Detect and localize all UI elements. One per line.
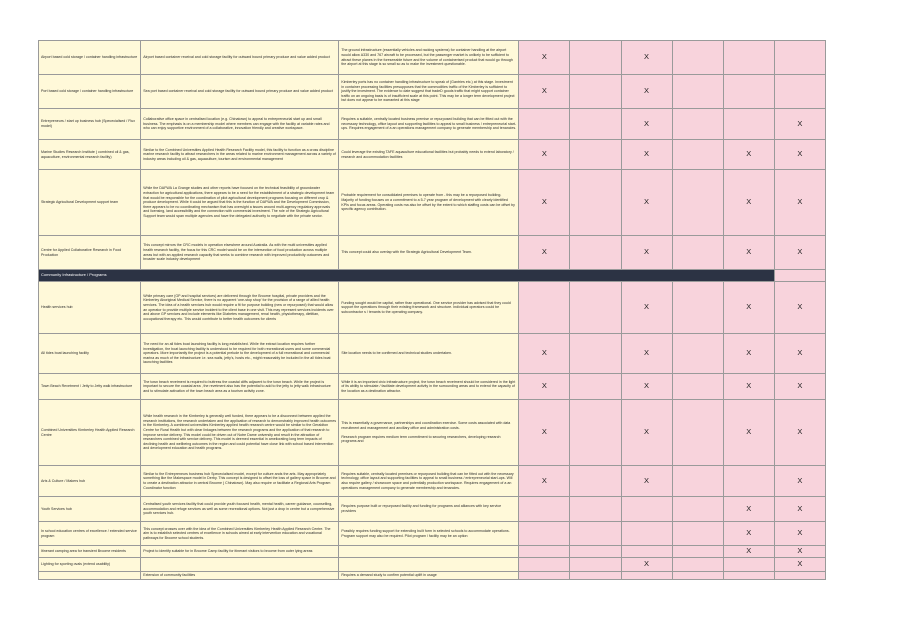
criteria-mark-cell (570, 75, 621, 109)
criteria-mark-cell (519, 282, 570, 334)
project-notes-cell: This is essentially a governance, partnerships and coordination exercise. Some costs associated with data recruitment and management and ancillary office and administration costs. Research program requires medium term commitment to securing researchers, developing research programs and (339, 400, 519, 466)
criteria-mark-cell (672, 374, 723, 400)
criteria-mark-cell (672, 170, 723, 236)
project-description-cell: The need for an all tides boat launching facility is long established. While the extract location requires further investigation, the boat launching facility is understood to be required for both recreational users and some commercial operators. More importantly the project is a potential prelude to the development of a full recreational and commercial marina as much of the infrastructure i.e. sea walls, jetty's, hosts etc., might reasonably be included in the all tides boat launching facilities (141, 334, 339, 374)
criteria-mark-cell: X (774, 522, 825, 546)
criteria-mark-cell (621, 497, 672, 522)
project-name-cell: Combined Universities Kimberley Health Applied Research Centre (39, 400, 141, 466)
table-row (39, 466, 826, 497)
criteria-mark-cell (570, 497, 621, 522)
criteria-mark-cell (774, 41, 825, 75)
criteria-mark-cell (570, 374, 621, 400)
table-row (39, 546, 826, 558)
criteria-mark-cell (570, 466, 621, 497)
project-notes-cell (339, 546, 519, 558)
criteria-mark-cell: X (519, 41, 570, 75)
criteria-mark-cell: X (621, 374, 672, 400)
criteria-mark-cell (570, 400, 621, 466)
criteria-mark-cell (672, 558, 723, 572)
project-notes-cell: The ground infrastructure (essentially vehicles and racking systems) for container handling at the airport would allow A330 and 767 aircraft to be processed, but the passenger market is unlikely to be sufficient to attract these planes in the foreseeable future and the volume of containerised product that would go through the airport at this stage is so small so as to make the investment questionable. (339, 41, 519, 75)
criteria-mark-cell (570, 572, 621, 580)
criteria-mark-cell (672, 497, 723, 522)
criteria-mark-cell: X (774, 236, 825, 270)
project-name-cell: Health services hub (39, 282, 141, 334)
criteria-mark-cell (570, 334, 621, 374)
project-notes-cell: This concept could also overlap with the Strategic Agricultural Development Team. (339, 236, 519, 270)
project-notes-cell: While it is an important civic infrastructure project, the town beach revetment should be considered in the light of its ability to stimulate / facilitate development activity in the surrounding areas and to extend the capacity of the location as a destination attractor. (339, 374, 519, 400)
criteria-mark-cell (672, 400, 723, 466)
criteria-mark-cell (672, 236, 723, 270)
criteria-mark-cell: X (723, 140, 774, 170)
criteria-mark-cell (519, 522, 570, 546)
criteria-mark-cell: X (621, 170, 672, 236)
project-description-cell: This concept mirrors the CRC models in operation elsewhere around Australia. As with the multi universities applied health research facility, the focus for this CRC model would be on the intersection of food production across multiple areas but with an applied research capacity that seeks to combine research with improved productivity outcomes and broader scale industry development (141, 236, 339, 270)
criteria-mark-cell (621, 522, 672, 546)
criteria-mark-cell (723, 558, 774, 572)
project-notes-cell: Probable requirement for consolidated premises to operate from - this may be a repurposed building. Majority of funding focuses on a commitment to a 5-7 year program of development with clearly identified KPIs and focus areas. Operating costs ma also be offset by the extent to which staffing costs can be offset by specific agency contribution. (339, 170, 519, 236)
criteria-mark-cell (570, 546, 621, 558)
criteria-mark-cell: X (519, 374, 570, 400)
criteria-mark-cell (519, 546, 570, 558)
project-name-cell: Strategic Agricultural Development support team (39, 170, 141, 236)
criteria-mark-cell: X (519, 466, 570, 497)
criteria-mark-cell: X (774, 334, 825, 374)
criteria-mark-cell: X (723, 522, 774, 546)
project-name-cell: Port based cold storage / container handling infrastructure (39, 75, 141, 109)
project-notes-cell: Funding sought would be capital, rather than operational. One service provider has advised that they could support the operations through their existing framework and structure. Individual operators could be subcontractor s / tenants to the operating company. (339, 282, 519, 334)
project-notes-cell: Could leverage the existing TAFE aquaculture educational facilities but probably needs to extend laboratory / research and accommodation facilities (339, 140, 519, 170)
criteria-mark-cell: X (519, 140, 570, 170)
table-row (39, 282, 826, 334)
criteria-mark-cell: X (723, 282, 774, 334)
project-description-cell: Project to identify suitable for in Broome Camp facility for itinerant visitors to broome from outer lying areas (141, 546, 339, 558)
criteria-mark-cell (519, 572, 570, 580)
criteria-mark-cell: X (723, 170, 774, 236)
criteria-mark-cell (570, 236, 621, 270)
criteria-mark-cell: X (519, 400, 570, 466)
project-notes-cell: Requires a demand study to confirm potential uplift in usage (339, 572, 519, 580)
project-name-cell: Youth Services hub (39, 497, 141, 522)
spreadsheet-table (38, 40, 826, 580)
table-row (39, 522, 826, 546)
criteria-mark-cell: X (621, 41, 672, 75)
table-row (39, 497, 826, 522)
criteria-mark-cell (672, 75, 723, 109)
criteria-mark-cell (570, 170, 621, 236)
criteria-mark-cell: X (621, 334, 672, 374)
project-name-cell: Marine Studies Research Institute ( combined oil & gas, aquaculture, environmental research facility) (39, 140, 141, 170)
table-row (39, 236, 826, 270)
criteria-mark-cell: X (774, 109, 825, 140)
criteria-mark-cell: X (774, 558, 825, 572)
criteria-mark-cell (519, 558, 570, 572)
criteria-mark-cell (774, 572, 825, 580)
project-description-cell (141, 558, 339, 572)
criteria-mark-cell: X (723, 334, 774, 374)
project-notes-cell: Requires purpose built or repurposed facility and funding for programs and alliances with key service providers (339, 497, 519, 522)
criteria-mark-cell (672, 41, 723, 75)
criteria-mark-cell (672, 466, 723, 497)
table-row (39, 140, 826, 170)
project-notes-cell: Requires a suitable, centrally located business premise or repurposed building that can be fitted out with the necessary technology, office layout and supporting facilities to appeal to small business / entrepreneurial start-ups. Requires engagement of a an operations management company to generate membership and tenancies. (339, 109, 519, 140)
criteria-mark-cell: X (774, 546, 825, 558)
criteria-mark-cell (570, 522, 621, 546)
criteria-mark-cell: X (621, 109, 672, 140)
project-description-cell: While health research in the Kimberley is generally well funded, there appears to be a disconnect between applied the research institutions, the research undertaken and the application of research to demonstrably improved health outcomes in the Kimberley. A combined universities Kimberley applied health research centre would be similar to the Geraldton Centre for Rural Health but with clear linkages between the research programs and the application of that research to improve service delivery. This model could be driven out of Notre Dame university and result in the attraction of researchers combined with service delivery. This model is deemed essential in ameliorating long term impacts of declining health and wellbeing outcomes in the region and could potential have close link with school based intervention and development education and health programs. (141, 400, 339, 466)
project-name-cell: Itinerant camping area for transient Broome residents (39, 546, 141, 558)
project-name-cell: Lighting for sporting ovals (extend usability) (39, 558, 141, 572)
criteria-mark-cell (570, 282, 621, 334)
criteria-mark-cell: X (723, 400, 774, 466)
criteria-mark-cell (621, 546, 672, 558)
criteria-mark-cell (570, 109, 621, 140)
project-description-cell: Extension of community facilities (141, 572, 339, 580)
criteria-mark-cell (519, 109, 570, 140)
table-row (39, 109, 826, 140)
section-spacer-cell (774, 270, 825, 282)
project-name-cell (39, 572, 141, 580)
table-row (39, 75, 826, 109)
project-name-cell: Centre for Applied Collaborative Research in Food Production (39, 236, 141, 270)
criteria-mark-cell: X (774, 374, 825, 400)
section-title: Community Infrastructure / Programs (39, 270, 775, 282)
criteria-mark-cell (570, 41, 621, 75)
criteria-mark-cell (723, 466, 774, 497)
project-notes-cell: Possibly requires funding support for extending built form in selected schools to accommodate operations. Program support may also be required. Pilot program / facility may be an option (339, 522, 519, 546)
criteria-mark-cell: X (723, 497, 774, 522)
criteria-mark-cell (672, 546, 723, 558)
criteria-mark-cell (723, 109, 774, 140)
spreadsheet-body (39, 41, 826, 580)
criteria-mark-cell (672, 282, 723, 334)
criteria-mark-cell: X (621, 140, 672, 170)
criteria-mark-cell (672, 109, 723, 140)
project-description-cell: While the DAFWA La Grange studies and other reports have focused on the technical feasibility of groundwater extraction for agricultural applications, there appears to be a need for the establishment of a strategic development team that would be responsible for the coordination of pilot agricultural development programs focusing on different crop & produce development. While it could be argued that this is the function of DAFWA and the Development Commission, there appears to be no coordinating mechanism that has oversight a issues around multi-agency regulatory approvals and licensing, land accessibility and the connection with commercial investment. The role of the Strategic Agricultural Support team would span multiple agencies and have the delegated authority to negotiate with the private sector. (141, 170, 339, 236)
criteria-mark-cell (672, 334, 723, 374)
criteria-mark-cell: X (519, 75, 570, 109)
table-row (39, 572, 826, 580)
project-notes-cell: Site location needs to be confirmed and technical studies undertaken. (339, 334, 519, 374)
project-description-cell: Sea port based container receival and cold storage facility for outward bound primary produce and value added product (141, 75, 339, 109)
project-description-cell: Similar to the Combined Universities Applied Health Research Facility model, this facility to function as a cross discipline marine research facility to attract researchers in the areas related to marine environment management across a variety of industry areas including oil & gas, aquaculture, tourism and environmental management (141, 140, 339, 170)
criteria-mark-cell (519, 497, 570, 522)
criteria-mark-cell: X (621, 558, 672, 572)
criteria-mark-cell (774, 75, 825, 109)
project-description-cell: This concept crosses over with the idea of the Combined Universities Kimberley Health Applied Research Centre. The aim is to establish selected centres of excellence in schools aimed at early intervention education and vocational pathways for Broome school students. (141, 522, 339, 546)
project-description-cell: The town beach revetment is required to buttress the coastal cliffs adjacent to the town beach. While the project is important to secure the coastal area , the revetment also has the potential to add to the jetty to jetty walk infrastructure and to stimulate activation of the town beach area as a tourism activity zone. (141, 374, 339, 400)
criteria-mark-cell: X (774, 400, 825, 466)
table-row (39, 41, 826, 75)
criteria-mark-cell: X (774, 466, 825, 497)
criteria-mark-cell (723, 572, 774, 580)
project-description-cell: While primary care (GP and hospital services) are delivered through the Broome hospital, private providers and the Kimberley Aboriginal Medical Service, there is no apparent 'one-stop shop' for the provision of a range of allied health services. The idea of a health services hub would require a fit for purpose building (new or repurposed) that would allow an operator to provide multiple service incident to the client base in one visit. This may represent services incidents over and above GP services and include elements like Diabetes management, renal health, physiotherapy, dietitian, occupational therapy etc. This would contribute to better health outcomes for clients (141, 282, 339, 334)
project-description-cell: Airport based container receival and cold storage facility for outward bound primary produce and value added product (141, 41, 339, 75)
criteria-mark-cell: X (723, 374, 774, 400)
project-notes-cell: Requires suitable, centrally located premises or repurposed building that can be fitted out with the necessary technology, office layout and supporting facilities to appeal to small business / entrepreneurial start-ups. Will also require gallery / showroom space and potentially production workspace. Requires engagement of a an operations management company to generate membership and tenancies. (339, 466, 519, 497)
project-name-cell: Entrepreneurs / start up business hub (Spececialised / Flux model) (39, 109, 141, 140)
criteria-mark-cell (570, 558, 621, 572)
criteria-mark-cell (723, 41, 774, 75)
project-name-cell: Arts & Culture / Makers hub (39, 466, 141, 497)
project-notes-cell (339, 558, 519, 572)
criteria-mark-cell: X (621, 400, 672, 466)
criteria-mark-cell: X (519, 334, 570, 374)
criteria-mark-cell: X (774, 170, 825, 236)
project-name-cell: Airport based cold storage / container handling infrastructure (39, 41, 141, 75)
project-description-cell: Centralised youth services facility that could provide youth focused health, mental health, career guidance, counselling, accommodation and refuge services as well as some recreational options. Not just a drop in centre but a comprehensive youth services hub. (141, 497, 339, 522)
table-row (39, 374, 826, 400)
criteria-mark-cell: X (519, 170, 570, 236)
criteria-mark-cell: X (621, 282, 672, 334)
project-name-cell: All tides boat launching facility (39, 334, 141, 374)
criteria-mark-cell (672, 572, 723, 580)
criteria-mark-cell (570, 140, 621, 170)
criteria-mark-cell: X (723, 546, 774, 558)
criteria-mark-cell: X (621, 236, 672, 270)
criteria-mark-cell: X (621, 75, 672, 109)
section-header-row (39, 270, 826, 282)
project-name-cell: In school education centres of excellence / extended service program (39, 522, 141, 546)
criteria-mark-cell (621, 572, 672, 580)
table-row (39, 170, 826, 236)
project-description-cell: Collaborative office space in centralised location (e.g. Chinatown) to appeal to entrepreneurial start up and small business. The emphasis is on a membership model where members can engage with the facility at variable rates and who can enjoy supportive environment of a collaborative, innovation friendly and creative workspace. (141, 109, 339, 140)
criteria-mark-cell: X (723, 236, 774, 270)
project-name-cell: Town Beach Revetment / Jetty to Jetty walk infrastructure (39, 374, 141, 400)
criteria-mark-cell: X (774, 282, 825, 334)
criteria-mark-cell: X (774, 497, 825, 522)
table-row (39, 558, 826, 572)
project-description-cell: Similar to the Entrepreneurs business hub Spececialised model, except for culture ands the arts. May appropriately something like the Makespace model in Derby. This concept is designed to offset the loss of gallery space in Broome and to create a destination attractor in central Broome ( Chinatown). May also require or facilitate a Regional Arts Program Coordinator function (141, 466, 339, 497)
table-row (39, 334, 826, 374)
criteria-mark-cell (672, 140, 723, 170)
project-notes-cell: Kimberley ports has no container handling infrastructure to speak of (Gantries etc.) at this stage. Investment in container processing facilities presupposes that the commodities traffic of the Kimberley is sufficient to justify the investment. The evidence to date suggest that tradeD goods traffic that might support container traffic on an ongoing basis is of insufficient scale at this point. This may be a longer term development project but does not appear to be warranted at this stage (339, 75, 519, 109)
criteria-mark-cell: X (519, 236, 570, 270)
table-row (39, 400, 826, 466)
criteria-mark-cell (723, 75, 774, 109)
criteria-mark-cell (672, 522, 723, 546)
criteria-mark-cell: X (621, 466, 672, 497)
criteria-mark-cell: X (774, 140, 825, 170)
